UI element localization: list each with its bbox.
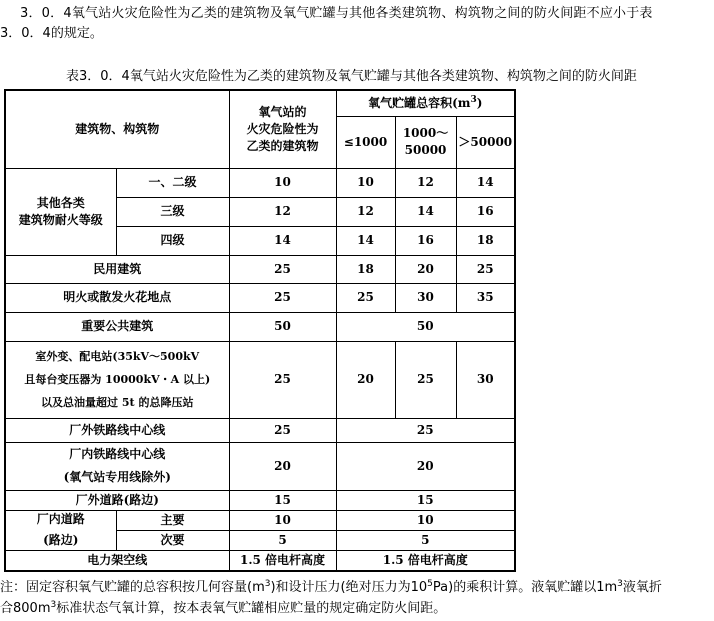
row-label: 电力架空线	[5, 550, 229, 571]
header-station-line-1: 氧气站的	[258, 104, 307, 119]
header-col-1000-50000: 1000～ 50000	[395, 116, 456, 168]
station-value: 20	[229, 442, 336, 490]
table-row	[5, 168, 515, 197]
station-value: 25	[229, 283, 336, 312]
tank-value-c2: 16	[395, 226, 456, 255]
station-value: 12	[229, 197, 336, 226]
table-row	[5, 283, 515, 312]
table-row	[5, 442, 515, 490]
table-row	[5, 550, 515, 571]
station-value: 10	[229, 168, 336, 197]
tank-value: 50	[336, 312, 515, 341]
intro-line-1: 3．0．4氧气站火灾危险性为乙类的建筑物及氧气贮罐与其他各类建筑物、构筑物之间的防火间距不应小于表	[20, 6, 653, 21]
table-row	[5, 418, 515, 442]
header-building: 建筑物、构筑物	[5, 90, 229, 168]
note-line-1: 注：固定容积氧气贮罐的总容积按几何容量$(m^3)$和设计压力(绝对压力为$10^5Pa$)的乘积计算。液氧贮罐以$1m^3$液氧折	[0, 579, 662, 595]
table-header-row	[5, 90, 515, 116]
tank-value: 5	[336, 530, 515, 550]
header-col-le1000: ≤1000	[336, 116, 395, 168]
station-value: 25	[229, 255, 336, 283]
tank-value-c2: 30	[395, 283, 456, 312]
table-caption: 表3．0．4氧气站火灾危险性为乙类的建筑物及氧气贮罐与其他各类建筑物、构筑物之间的防火间距	[66, 69, 637, 84]
row-label: 厂内铁路线中心线 (氧气站专用线除外)	[5, 442, 229, 490]
header-tank-volume: 氧气贮罐总容积$(m^3)$	[336, 90, 515, 116]
row-label: 室外变、配电站(35kV～500kV 且每台变压器为 10000kV・A 以上) 以及总油量超过 5t 的总降压站	[5, 341, 229, 418]
intro-line-2: 3．0．4的规定。	[0, 26, 103, 41]
station-value: 50	[229, 312, 336, 341]
tank-value-c2: 12	[395, 168, 456, 197]
table-row	[5, 510, 515, 530]
station-value: 15	[229, 490, 336, 510]
station-value: 1.5 倍电杆高度	[229, 550, 336, 571]
tank-value-c1: 20	[336, 341, 395, 418]
road-in-label: 厂内道路 (路边)	[5, 510, 116, 550]
station-value: 10	[229, 510, 336, 530]
fire-distance-table	[4, 89, 516, 572]
tank-value-c1: 14	[336, 226, 395, 255]
tank-value: 20	[336, 442, 515, 490]
row-label: 厂外道路(路边)	[5, 490, 229, 510]
tank-value-c1: 25	[336, 283, 395, 312]
tank-value-c3: 35	[456, 283, 515, 312]
row-label: 重要公共建筑	[5, 312, 229, 341]
tank-value-c1: 10	[336, 168, 395, 197]
road-type-minor: 次要	[116, 530, 229, 550]
table-row	[5, 490, 515, 510]
tank-value-c1: 18	[336, 255, 395, 283]
station-value: 5	[229, 530, 336, 550]
tank-value-c1: 12	[336, 197, 395, 226]
tank-value-c3: 30	[456, 341, 515, 418]
table-row	[5, 312, 515, 341]
table-row	[5, 255, 515, 283]
station-value: 25	[229, 341, 336, 418]
tank-value-c2: 25	[395, 341, 456, 418]
table-row	[5, 341, 515, 418]
grade-label: 三级	[116, 197, 229, 226]
grade-label: 一、二级	[116, 168, 229, 197]
station-value: 25	[229, 418, 336, 442]
row-label: 民用建筑	[5, 255, 229, 283]
road-type-main: 主要	[116, 510, 229, 530]
header-col-gt50000: ＞50000	[456, 116, 515, 168]
tank-value: 10	[336, 510, 515, 530]
row-label: 明火或散发火花地点	[5, 283, 229, 312]
tank-value-c2: 20	[395, 255, 456, 283]
header-station	[229, 90, 336, 168]
tank-value: 1.5 倍电杆高度	[336, 550, 515, 571]
tank-value-c3: 14	[456, 168, 515, 197]
tank-value-c3: 18	[456, 226, 515, 255]
tank-value-c3: 16	[456, 197, 515, 226]
header-station-line-3: 乙类的建筑物	[246, 138, 319, 153]
header-station-line-2: 火灾危险性为	[246, 121, 319, 136]
tank-value-c2: 14	[395, 197, 456, 226]
note-line-2: 合$800m^3$标准状态气氧计算，按本表氧气贮罐相应贮量的规定确定防火间距。	[0, 600, 447, 616]
grade-label: 四级	[116, 226, 229, 255]
tank-value-c3: 25	[456, 255, 515, 283]
other-buildings-label: 其他各类 建筑物耐火等级	[5, 168, 116, 255]
tank-value: 15	[336, 490, 515, 510]
tank-value: 25	[336, 418, 515, 442]
row-label: 厂外铁路线中心线	[5, 418, 229, 442]
station-value: 14	[229, 226, 336, 255]
